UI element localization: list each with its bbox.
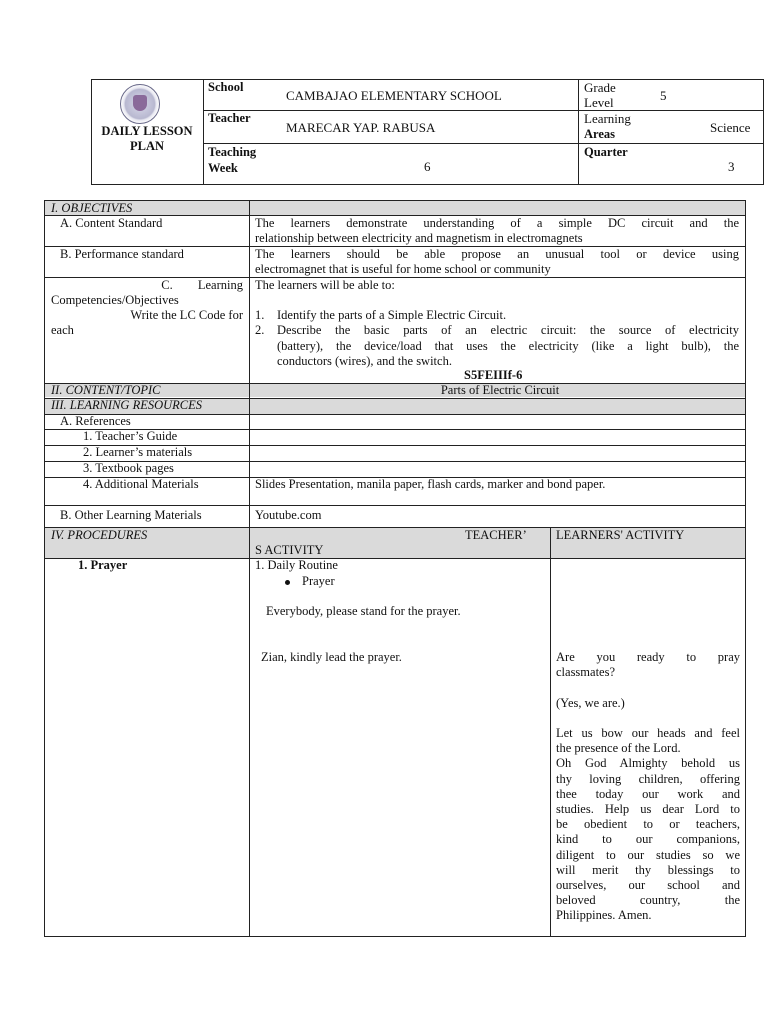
header-table xyxy=(91,79,764,185)
performance-label: B. Performance standard xyxy=(60,247,184,261)
content-heading: II. CONTENT/TOPIC xyxy=(51,383,161,397)
learners-materials-label: 2. Learner’s materials xyxy=(83,445,193,459)
teacher-value: MARECAR YAP. RABUSA xyxy=(286,120,436,135)
learner-line: beloved country, the xyxy=(556,893,740,908)
learner-col-header: LEARNERS' ACTIVITY xyxy=(556,528,685,542)
objective-1-num: 1. xyxy=(255,308,265,322)
learner-line: (Yes, we are.) xyxy=(556,695,625,710)
grade-label-2: Level xyxy=(584,95,614,110)
objective-2-line1: Describe the basic parts of an electric circuit: the source of electricity xyxy=(277,323,739,337)
learner-line: be obedient to or teachers, xyxy=(556,817,740,832)
objective-1: Identify the parts of a Simple Electric Circuit. xyxy=(277,308,507,322)
week-value: 6 xyxy=(424,159,431,174)
competency-label-2: Competencies/Objectives xyxy=(51,293,179,307)
lesson-table xyxy=(44,200,746,937)
learner-line: studies. Help us dear Lord to xyxy=(556,802,740,816)
resources-heading: III. LEARNING RESOURCES xyxy=(51,398,203,412)
step-prayer-label: 1. Prayer xyxy=(78,558,128,572)
competency-label-3: Write the LC Code for xyxy=(130,308,243,322)
objectives-heading: I. OBJECTIVES xyxy=(51,201,133,215)
learner-line: Let us bow our heads and feel xyxy=(556,726,740,740)
area-label-2: Areas xyxy=(584,127,616,141)
teacher-label: Teacher xyxy=(208,111,251,125)
objective-2-num: 2. xyxy=(255,323,265,337)
learner-line: Oh God Almighty behold us xyxy=(556,756,740,771)
learner-line: classmates? xyxy=(556,665,616,680)
quarter-value: 3 xyxy=(728,159,735,174)
lc-code: S5FEIIIf-6 xyxy=(464,368,523,382)
bullet-icon xyxy=(285,580,290,585)
area-value: Science xyxy=(710,120,751,135)
quarter-label: Quarter xyxy=(584,145,628,159)
bullet-prayer-text: Prayer xyxy=(302,574,335,588)
week-label-2: Week xyxy=(208,161,238,175)
learner-line: kind to our companions, xyxy=(556,832,740,847)
teacher-line-2: Zian, kindly lead the prayer. xyxy=(261,650,402,664)
content-standard-line1: The learners demonstrate understanding of a simple DC circuit and the xyxy=(255,216,739,230)
plan-title: DAILY LESSON PLAN xyxy=(101,124,193,153)
competency-label-4: each xyxy=(51,323,74,337)
week-label-1: Teaching xyxy=(208,145,257,159)
grade-label-1: Grade xyxy=(584,80,616,95)
school-value: CAMBAJAO ELEMENTARY SCHOOL xyxy=(286,88,502,103)
additional-materials-label: 4. Additional Materials xyxy=(83,477,199,491)
learner-line: ourselves, our school and xyxy=(556,878,740,892)
other-materials-label: B. Other Learning Materials xyxy=(60,508,202,522)
learner-line: will merit thy blessings to xyxy=(556,862,740,877)
learner-line: Are you ready to pray xyxy=(556,650,740,664)
deped-seal-icon xyxy=(120,84,160,124)
school-label: School xyxy=(208,80,244,94)
performance-line2: electromagnet that is useful for home school or community xyxy=(255,262,551,276)
objective-2-line3: conductors (wires), and the switch. xyxy=(277,354,452,368)
teacher-col-header-2: S ACTIVITY xyxy=(255,543,324,557)
learner-line: thy loving children, offering xyxy=(556,771,740,786)
textbook-pages-label: 3. Textbook pages xyxy=(83,461,174,475)
content-topic: Parts of Electric Circuit xyxy=(440,383,560,397)
objective-2-line2: (battery), the device/load that uses the electricity (like a light bulb), the xyxy=(277,339,739,353)
performance-line1: The learners should be able propose an unusual tool or device using xyxy=(255,247,739,261)
procedures-heading: IV. PROCEDURES xyxy=(51,528,148,542)
additional-materials-value: Slides Presentation, manila paper, flash cards, marker and bond paper. xyxy=(255,477,606,491)
daily-routine: 1. Daily Routine xyxy=(255,558,338,572)
area-label-1: Learning xyxy=(584,111,631,126)
teacher-col-header-1: TEACHER’ xyxy=(465,528,527,542)
teacher-line-1: Everybody, please stand for the prayer. xyxy=(266,604,461,618)
learner-line: the presence of the Lord. xyxy=(556,741,681,756)
competency-label-1: C. Learning xyxy=(161,278,243,292)
content-standard-line2: relationship between electricity and magnetism in electromagnets xyxy=(255,231,583,245)
grade-value: 5 xyxy=(660,88,667,103)
learner-line: thee today our work and xyxy=(556,786,740,801)
bullet-prayer-item xyxy=(285,574,335,590)
learner-line: Philippines. Amen. xyxy=(556,908,652,923)
content-standard-label: A. Content Standard xyxy=(60,216,163,230)
other-materials-value: Youtube.com xyxy=(255,508,322,522)
teachers-guide-label: 1. Teacher’s Guide xyxy=(83,429,178,443)
learner-line: diligent to our studies so we xyxy=(556,847,740,862)
references-label: A. References xyxy=(60,414,131,428)
objectives-intro: The learners will be able to: xyxy=(255,278,395,292)
